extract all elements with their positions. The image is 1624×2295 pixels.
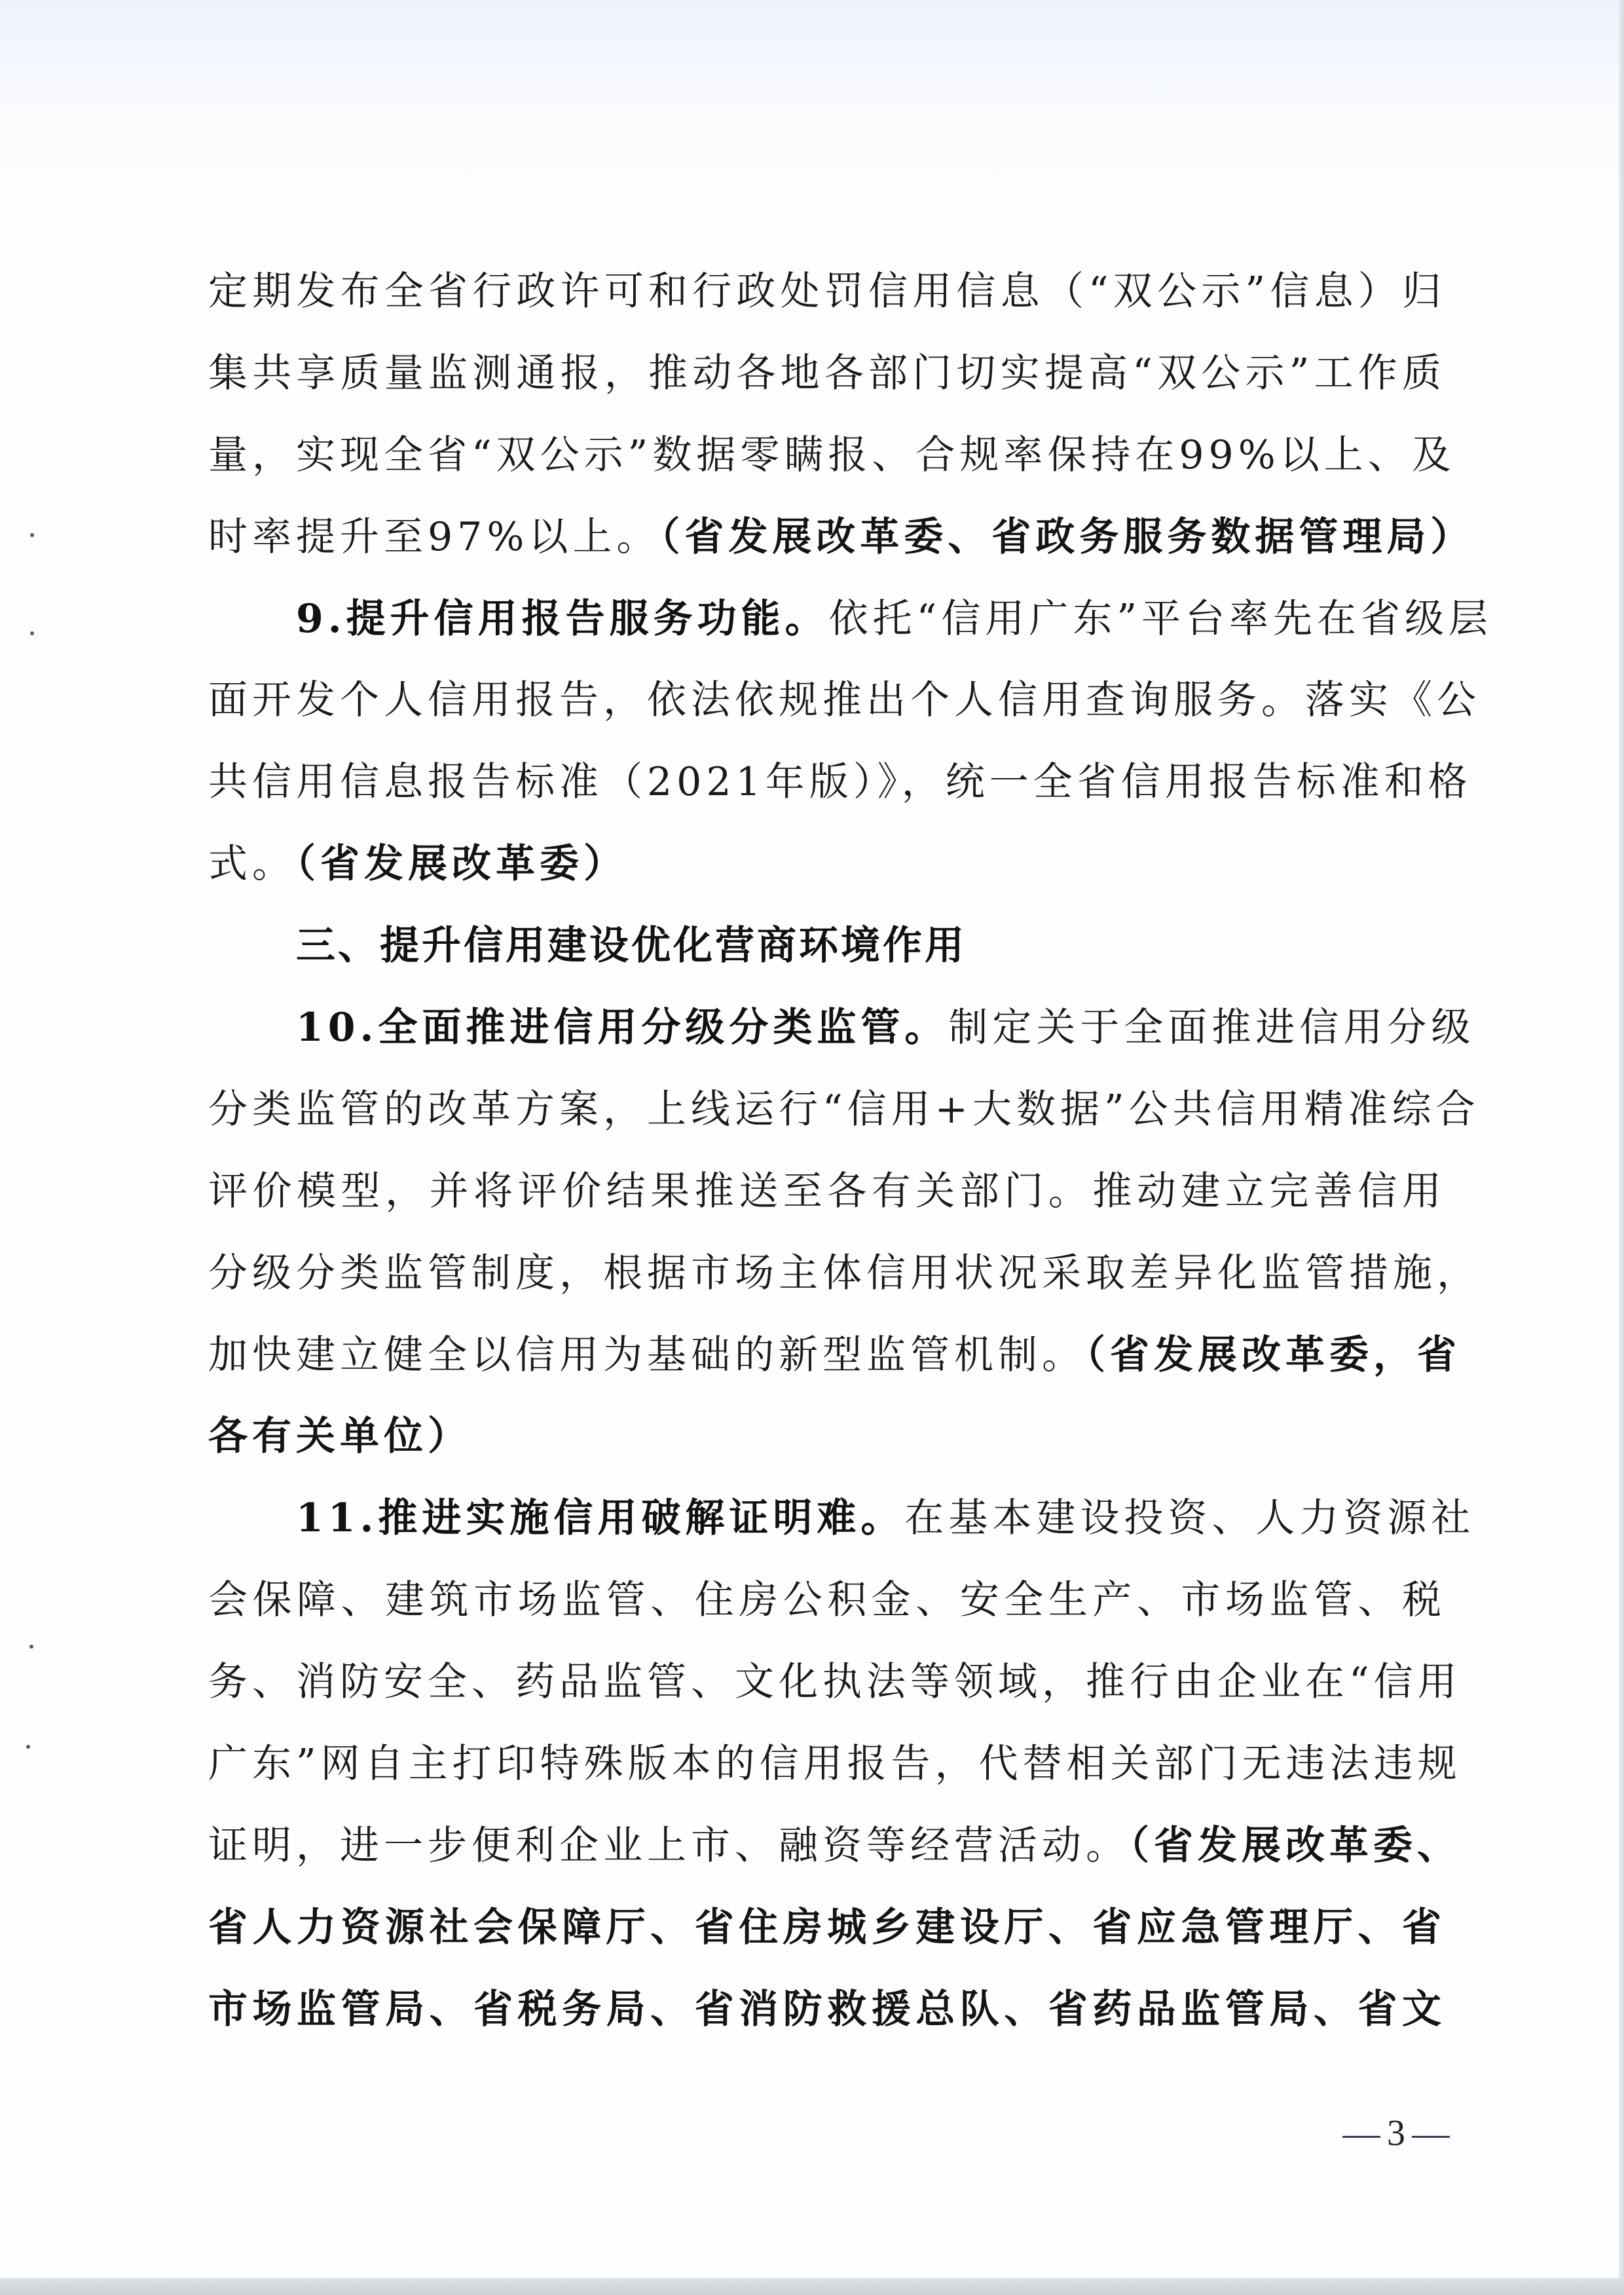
body-text: 评价模型，并将评价结果推送至各有关部门。推动建立完善信用 xyxy=(208,1168,1446,1214)
item-title: 11.推进实施信用破解证明难。 xyxy=(296,1495,905,1542)
body-line xyxy=(208,415,1456,496)
body-line xyxy=(208,660,1481,741)
page-number-value: 3 xyxy=(1387,2113,1405,2154)
body-text: 会保障、建筑市场监管、住房公积金、安全生产、市场监管、税 xyxy=(208,1577,1446,1624)
responsible-agency: 市场监管局、省税务局、省消防救援总队、省药品监管局、省文 xyxy=(208,1986,1446,2032)
body-text: 定期发布全省行政许可和行政处罚信用信息（“双公示”信息）归 xyxy=(208,269,1446,314)
body-line xyxy=(208,1396,1446,1478)
body-line xyxy=(208,1723,1462,1805)
body-text: 共信用信息报告标准（2021年版）》，统一全省信用报告标准和格 xyxy=(208,759,1472,806)
binding-hole-mark xyxy=(26,1745,30,1749)
responsible-agency: （省发展改革委、省政务服务数据管理局） xyxy=(660,513,1475,560)
body-line xyxy=(208,1151,1446,1233)
responsible-agency: 省人力资源社会保障厅、省住房城乡建设厅、省应急管理厅、省 xyxy=(208,1904,1446,1950)
body-line xyxy=(208,1641,1462,1723)
body-line xyxy=(208,1069,1480,1151)
binding-hole-mark xyxy=(29,1645,33,1649)
body-text: 制定关于全面推进信用分级 xyxy=(948,1005,1475,1051)
scan-edge-bottom xyxy=(0,2278,1624,2295)
binding-hole-mark xyxy=(30,533,34,537)
body-text: 在基本建设投资、人力资源社 xyxy=(904,1495,1475,1542)
section-heading-line xyxy=(208,905,1446,987)
responsible-agency: （省发展改革委、 xyxy=(1130,1822,1461,1869)
body-text: 证明，进一步便利企业上市、融资等经营活动。 xyxy=(208,1822,1130,1869)
responsible-agency: 各有关单位） xyxy=(208,1413,471,1460)
body-text: 式。 xyxy=(208,841,296,887)
body-text: 务、消防安全、药品监管、文化执法等领域，推行由企业在“信用 xyxy=(208,1659,1462,1706)
body-line xyxy=(208,823,1446,905)
body-text: 时率提升至97%以上。 xyxy=(208,513,661,560)
item-9-line xyxy=(208,578,1492,660)
responsible-agency: （省发展改革委，省 xyxy=(1086,1332,1461,1378)
body-text: 面开发个人信用报告，依法依规推出个人信用查询服务。落实《公 xyxy=(208,677,1481,724)
body-line xyxy=(208,1559,1446,1641)
body-text: 依托“信用广东”平台率先在省级层 xyxy=(828,595,1492,642)
page-number-dash-left xyxy=(1342,2136,1380,2138)
body-text: 分级分类监管制度，根据市场主体信用状况采取差异化监管措施， xyxy=(208,1250,1481,1296)
body-text: 量，实现全省“双公示”数据零瞒报、合规率保持在99%以上、及 xyxy=(208,432,1456,478)
body-line xyxy=(208,1315,1461,1396)
page-number xyxy=(1336,2112,1456,2154)
body-line xyxy=(208,1805,1461,1887)
item-title: 9.提升信用报告服务功能。 xyxy=(296,595,829,642)
body-line xyxy=(208,1887,1446,1969)
scan-edge-right xyxy=(1619,0,1624,2295)
body-line xyxy=(208,1969,1446,2051)
body-text: 集共享质量监测通报，推动各地各部门切实提高“双公示”工作质 xyxy=(208,350,1446,396)
body-line xyxy=(208,741,1472,823)
item-title: 10.全面推进信用分级分类监管。 xyxy=(296,1005,949,1051)
body-line xyxy=(208,496,1475,578)
section-heading: 三、提升信用建设优化营商环境作用 xyxy=(296,923,967,969)
body-text: 加快建立健全以信用为基础的新型监管机制。 xyxy=(208,1332,1086,1378)
document-body xyxy=(208,251,1492,2051)
body-line xyxy=(208,251,1446,333)
responsible-agency: （省发展改革委） xyxy=(296,841,627,887)
item-10-line xyxy=(208,987,1475,1069)
page-number-dash-right xyxy=(1412,2136,1450,2138)
body-text: 分类监管的改革方案，上线运行“信用+大数据”公共信用精准综合 xyxy=(208,1086,1480,1132)
binding-hole-mark xyxy=(30,631,34,635)
body-line xyxy=(208,333,1446,415)
item-11-line xyxy=(208,1478,1475,1559)
body-text: 广东”网自主打印特殊版本的信用报告，代替相关部门无违法违规 xyxy=(208,1741,1462,1787)
body-line xyxy=(208,1233,1481,1315)
